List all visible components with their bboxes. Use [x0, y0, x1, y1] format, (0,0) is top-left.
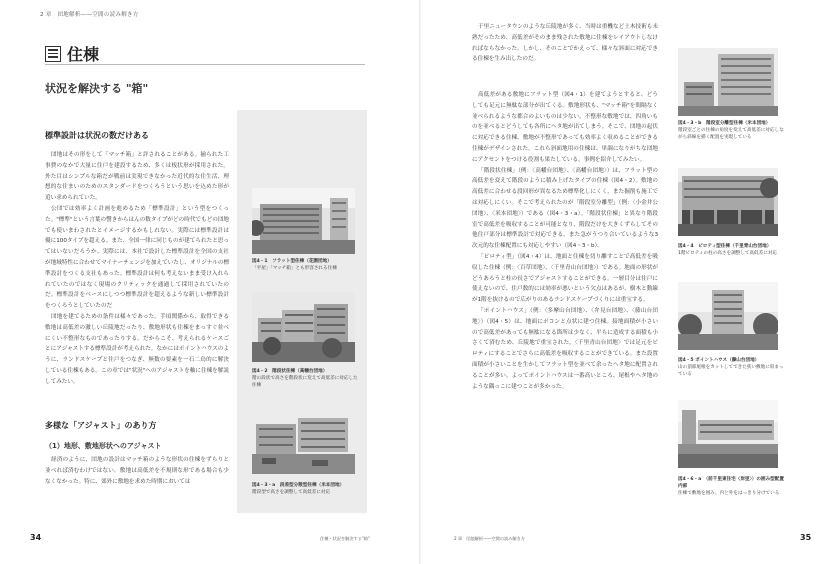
section-list-icon: [45, 46, 61, 62]
caption-text: 階の段状で高さを階段状に変えて高低差に対応した住棟: [252, 376, 358, 389]
body-text-main: [45, 150, 229, 388]
paragraph: 公団では効率よく計画を進めるため「標準設計」という型をつくった。"標準"という言葉の響きからはんの数タイプがどの時代でもどの団地でも使いまわされたとイメージするかもしれない。実際には標準設計は優に100タイプを超える。また、全国一律に同じものが建てられたと思ってはいないだろうか。実際には、本社で設計した標準設計を全国の支社が地域特性に合わせてマイナーチェンジを加えていたし、オリジナルの標準設計をつくる支社もあった。標準設計は何も考えないまま受け入れられていたのではなく現場のクリティックを通過して採用されていたのだ。標準設計をベースにしつつ標準設計を超えるような新しい標準設計をつくろうとしていたのだ: [45, 205, 229, 310]
paragraph: 高低差がある敷地にフラット型（図4・1）を建てようとすると、どうしても足元に無駄な部分が出てくる。敷地形状も、"マッチ箱"を間隔なく並べられるような都合のよいものは少ない。不整形な敷地では、四角いものを並べるとどうしても各所にヘタ地が出てしまう。そこで、団地の起伏に対応できる住棟、敷地が不整形であっても効率よく収めることができる住棟がデザインされた。これら斜面地用の住棟は、単調になりがちな団地にアクセントをつける役割も果たしている。事例を紹介してみたい。: [472, 92, 658, 163]
photo-enclosed-layout: [678, 400, 778, 468]
section-subtitle: 状況を解決する "箱": [45, 82, 149, 95]
footer-note-left: 住棟・状況を解決する"箱": [320, 536, 370, 541]
page-number-left: 34: [30, 533, 42, 542]
running-head: 2 章 団地解析――空間の読み解き方: [40, 12, 139, 18]
paragraph: 「ポイントハウス」（例：〈多摩山台団地〉、〈弁見台団地〉、〈藤山台団地〉）（図4・5）は、地面にポコンと点状に建つ住棟。接地面積が小さいので高低差があっても無駄になる箇所は少なく、平らに造成する面積も小さくて済むため、丘陵地で重宝された。〈千里青山台団地〉では足元をピロティにすることでさらに高低差を吸収することができている。また設置面積が小さいことを生かしてフラット型を並べて余ったヘタ地に配置されることが多い。よってポイントハウスは一番高いところ、尾根やヘタ地のような隅っこに建つことが多かった。: [472, 307, 658, 390]
photo-point-house: [678, 282, 778, 350]
caption-text: 「平屋」「マッチ箱」とも形容される住棟: [252, 266, 337, 272]
section-title: 住棟: [67, 45, 100, 64]
caption-4-5: [678, 357, 788, 379]
caption-text: 山の頂部尾根をカットしてできた狭い敷地に収まっている: [678, 365, 784, 378]
paragraph: 団地はその形をして「マッチ箱」と評されることがある。揃られた工事費のなかで大量に住戸を建設するため、多くは板状形が採用された。外た目はシンプルな箱だが戦前は実現できなかった近代的な住生活、理想的な住まいのためのスタンダードをつくろうという思いを込めた形が追い求められていた。: [45, 152, 229, 202]
caption-text: 階段室ごとの住棟の角度を変えて高低差に対応しながら斜線を描く配置を実現している: [678, 128, 784, 141]
caption-title: 図4・2 階段状住棟（高幡台団地）: [252, 369, 328, 374]
page-number-right: 35: [800, 533, 812, 542]
subheading-terrain: （1）地形、敷地形状へのアジャスト: [45, 442, 162, 450]
paragraph: 経済のように、団地の設計はマッチ箱のような形状の住棟をずらりと並べれば済むわけではない。敷地は高低差を不規則な形である場合も少なくなかった。特に、郊外に敷地を求めた時期においては: [45, 457, 229, 485]
body-text-main-right: [472, 90, 658, 392]
caption-4-2: [252, 368, 362, 390]
section-header: [45, 42, 99, 65]
caption-4-3b: [678, 120, 788, 142]
body-text-terrain: [45, 455, 229, 487]
caption-text: 階段型で高さを調整して高低差に対応: [252, 490, 331, 496]
caption-4-4: [678, 243, 788, 257]
caption-text: 住棟で敷地を囲み、内と外をはっきり分けている: [678, 491, 780, 497]
caption-4-1: [252, 258, 362, 272]
body-text-top: [472, 22, 658, 65]
caption-title: 図4・4 ピロティ型住棟（千里青山台団地）: [678, 244, 772, 249]
caption-text: 1階ピロティの柱の高さを調整して高低差に対応: [678, 251, 778, 257]
section-divider: [45, 64, 365, 65]
photo-piloti-building: [678, 168, 778, 236]
caption-title: 図4・6・a （前千里東住宅〈岸里〉）の囲み型配置内部: [678, 477, 784, 490]
heading-standard-design: 標準設計は状況の数だけある: [45, 131, 149, 140]
photo-split-stair-building: [252, 410, 355, 474]
right-page: [420, 0, 840, 564]
paragraph: 「ピロティ型」（図4・4）は、地面と住棟を切り離すことで高低差を吸収した住棟（例：〈百草団地〉、〈千里青山台団地〉）である。地面の形状がどうあろうと柱の長さでアジャストすることができる。一層目分は住戸に使えないので、住戸数的には効率が悪いという欠点はあるが、樹木と動線が1階を抜けるので広がりのあるランドスケープづくりには重宝する。: [472, 253, 658, 304]
caption-title: 図4・5 ポイントハウス（藤山台団地）: [678, 358, 760, 363]
caption-title: 図4・3・a 段差型分散型住棟（米本団地）: [252, 483, 345, 488]
heading-adjust: 多様な「アジャスト」のあり方: [45, 421, 157, 430]
caption-4-3a: [252, 482, 362, 496]
photo-split-stair-layout: [678, 48, 778, 116]
caption-title: 図4・3・b 階段室分離型住棟（米本団地）: [678, 121, 771, 126]
caption-title: 図4・1 フラット型住棟（花園団地）: [252, 259, 332, 264]
footer-note-right: 2 章 団地解析――空間の読み解き方: [454, 536, 525, 541]
caption-4-6a: [678, 476, 788, 498]
photo-flat-building: [252, 188, 355, 254]
paragraph: 団地を建てるための条件は様々であった。手頃関係から、取得できる敷地は高低差の激しい丘陵地だったり、敷地形状も住棟をまっすぐ並べにくい不整形なものであったりする。だからこそ、考えられるケースごとにアジャストする標準設計が考えられた。なかにはポイントハウスのように、ランドスケープと住戸をつなぎ、無数の要素を一石二鳥的に解決している住棟もある。この章では"状況"へのアジャストを軸に住棟を解説してみたい。: [45, 313, 229, 385]
paragraph: 「階段状住棟」（例：〈高幡台団地〉、〈高幡台団地〉）は、フラット型の高低差を変えて階段のように積み上げたタイプの住棟（図4・2）。敷地の高低差に合わせる段回形が異なるため標準化しにくく、また掘削も施工では対応しにくい。そこで考えられたのが「階段室分離型」（例：〈小金井公団地〉、〈米本団地〉）である（図4・3・a）。「階段状住棟」と異なり階段室で高低差を吸収することが可能となり、階段だけを大きくずらしてその他住戸部分は標準設計で対応できる。また急がうつり合いているような3次元的な住棟配置にも対応しやすい（図4・3・b）。: [472, 167, 658, 250]
paragraph: 千里ニュータウンのような丘陵地が多く、当時は重機など土木技術も未熟だったため、高低差がそのまま残された敷地に住棟をレイアウトしなければならなかった。しかし、そのことでかえって、様々な斜面に対応できる住棟を生み出したのだ。: [472, 24, 658, 63]
photo-stepped-building: [252, 292, 355, 362]
